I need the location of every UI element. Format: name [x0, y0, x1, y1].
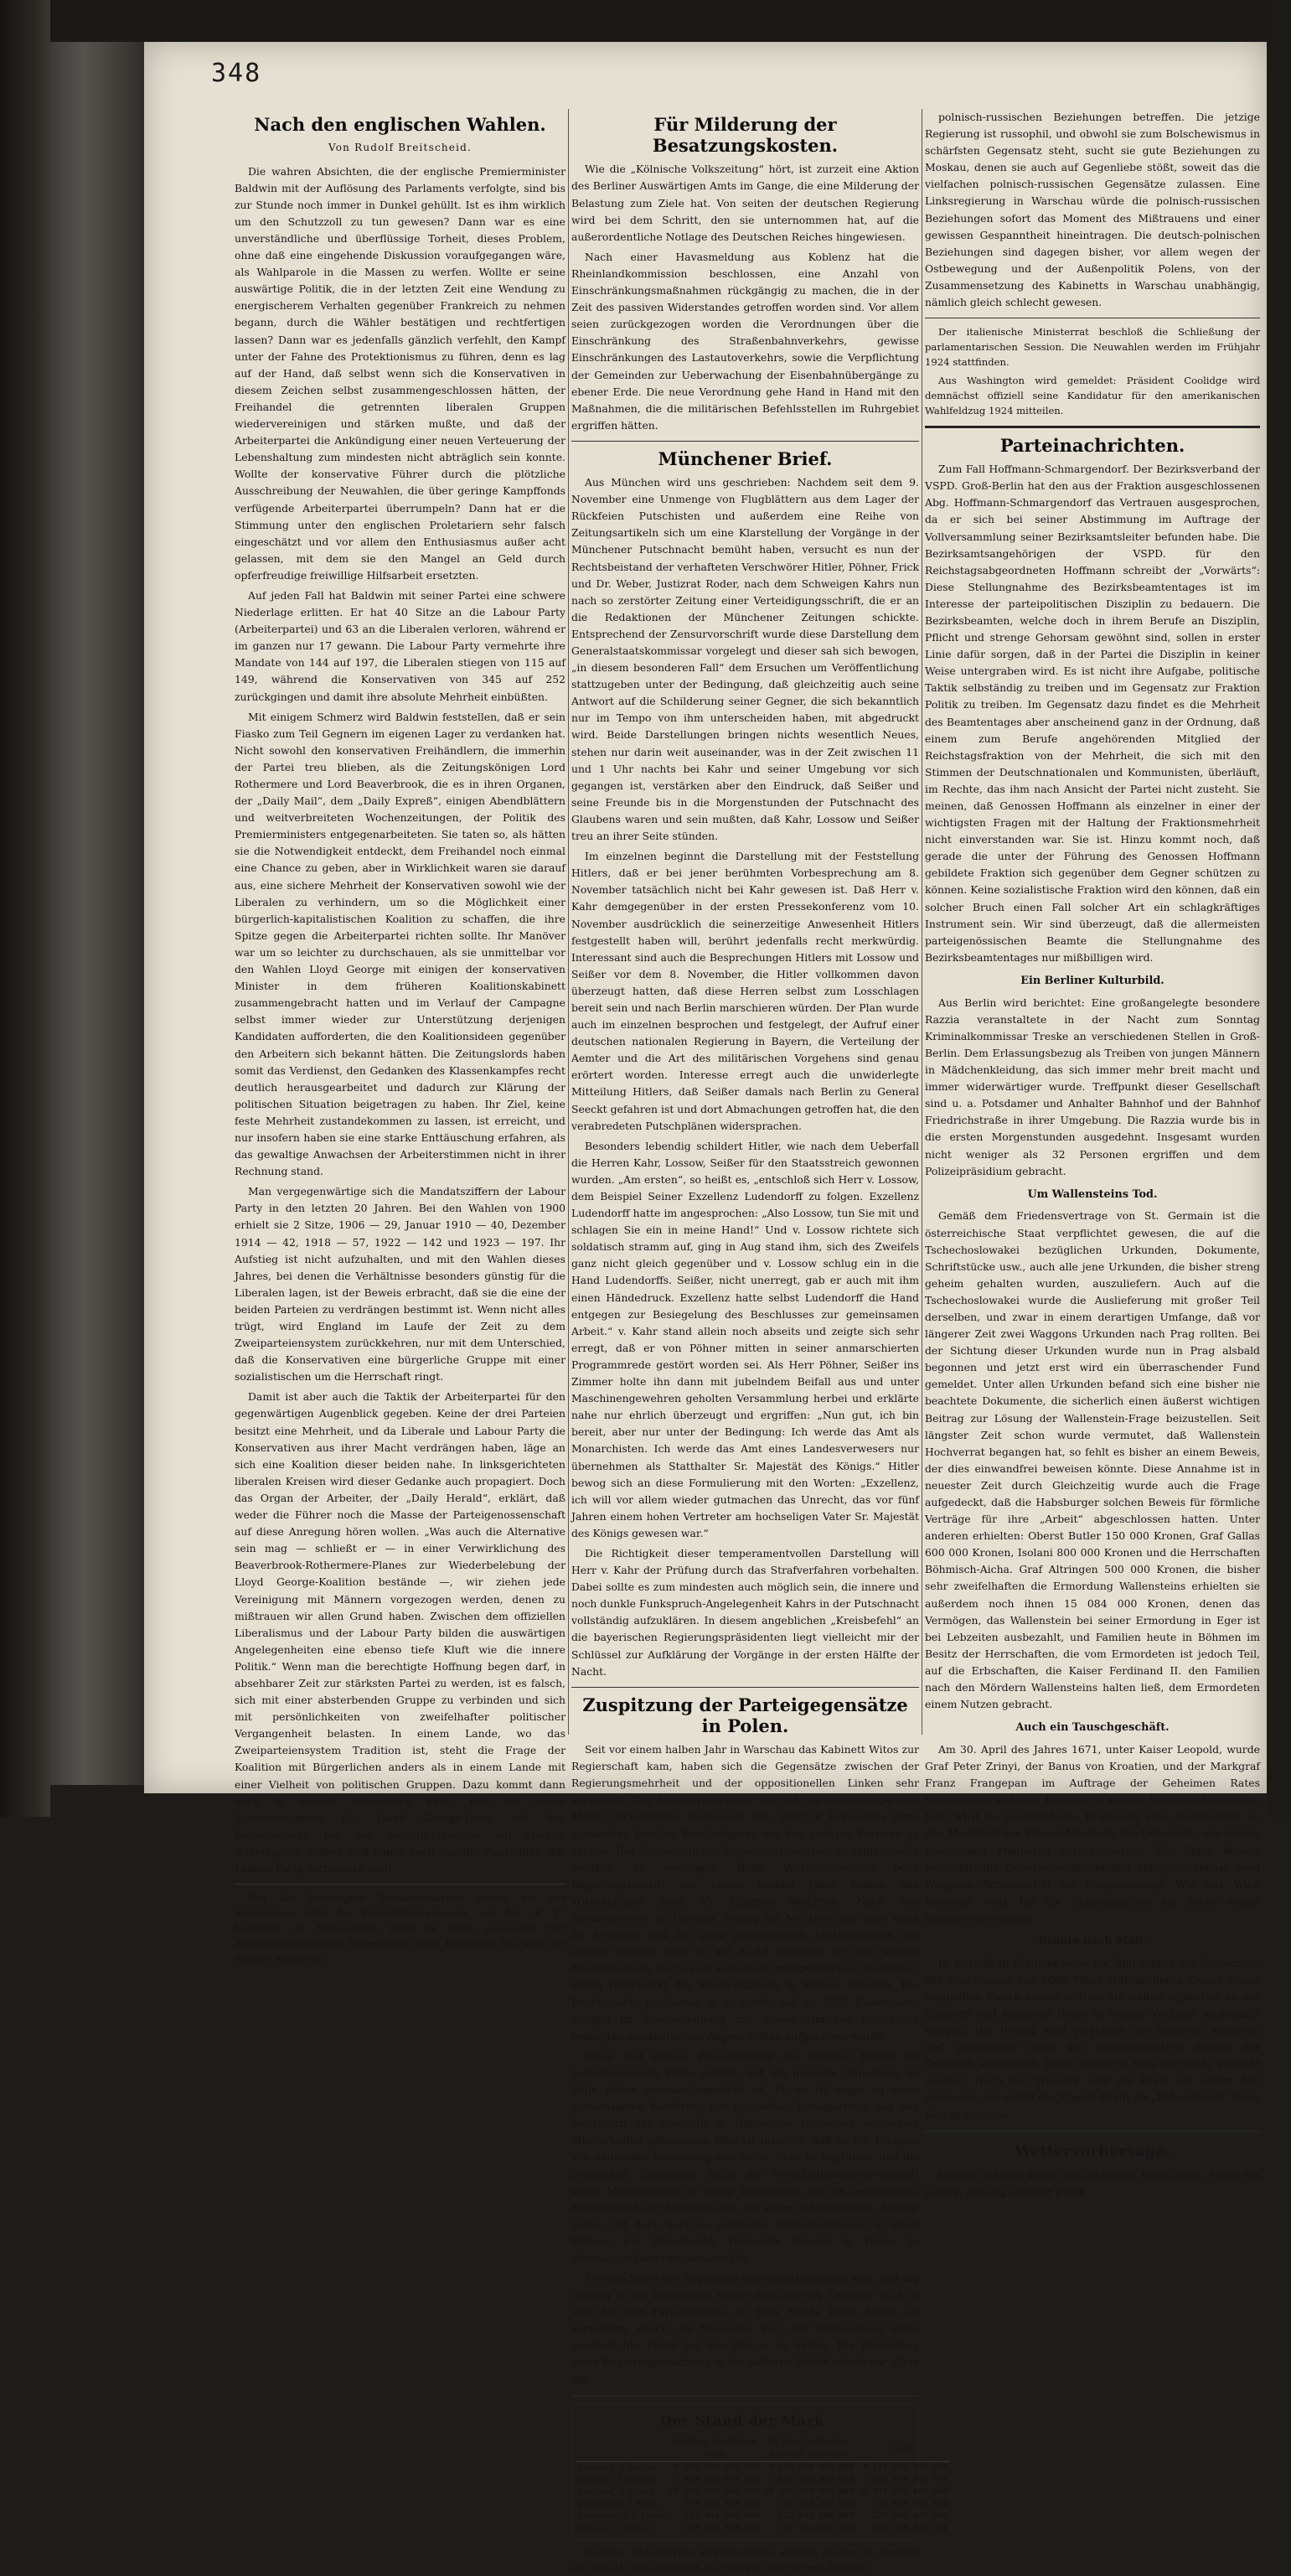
rate-value: 1 645 800 000 000 [768, 2475, 855, 2485]
notice-text: Aus Washington wird gemeldet: Präsident Coolidge wird demnächst offiziell seine Kandidatur für den amerikanischen Wahlfeldzug 1924 mitteilen. [925, 375, 1260, 416]
column-3 [925, 109, 1260, 2198]
rate-value: 223 440 000 000 [684, 2511, 761, 2522]
notice-text: Von der Vereinigten Sozialdemokratie waren bei der Abstimmung über das Ermächtigungsgesetz, wie das „B. T.“ berichtet, 26 Abgeordnete nicht im Saale anwesend. Der deutschhannoversche Abgeordnete Graf Bernstorff hat sich der Stimme enthalten. [235, 1892, 565, 1964]
rate-value: 749 870 000 000 [778, 2499, 855, 2509]
article-headline: Münchener Brief. [658, 447, 833, 469]
article-paragraph: Nach einer Havasmeldung aus Koblenz hat die Rheinlandkommission beschlossen, eine Anzahl von Einschränkungsmaßnahmen rückgängig zu machen, die in der Zeit des passiven Widerstandes getroffen worden sind. Vor allem seien zurückgezogen worden die Verordnungen über die Einschränkung des Straßenbahnverkehrs, gewisse Einschränkungen des Lastautoverkehrs, sowie die Verpflichtung der Gemeinden zur Ueberwachung der Eisenbahnübergänge zu ebener Erde. Die neue Verordnung gehe Hand in Hand mit den Maßnahmen, die die militärischen Befehlsstellen im Ruhrgebiet ergriffen hätten. [571, 250, 919, 432]
divider [571, 2395, 919, 2398]
rate-value: 18 345 750 000 000 [669, 2487, 761, 2497]
newspaper-page [144, 42, 1267, 2574]
article-paragraph: Am 30. April des Jahres 1671, unter Kaiser Leopold, wurde Graf Peter Zrinyi, der Banus von Kroatien, und der Markgraf Franz Frangepan im Auftrage der Geheimen Rates hingerichtet und ihre Leichen in Wiener Neustadt beigesetzt. Jetzt wird sie jugoslawische Regierung eine Auslieferung an den Magistrat von Wiener Neustadt, die Ueberreste der beiden kroatischen Magnaten zurückzuliefern. Die Stadt Wiener Neustadt, die Ueberreste der beiden Märtyrer, ebenso zwei Waggons Schweinefett als Gegenleistung. Wie aus Wien berichtet wird, hat die Stadtmagistrat die Sache einem Studium unterzogen. [925, 1742, 1260, 1924]
subheading: Ein Berliner Kulturbild. [1020, 974, 1164, 987]
column-header [576, 2435, 668, 2462]
table-row [576, 2461, 950, 2474]
notice-text: Der italienische Ministerrat beschloß die Schließung der parlamentarischen Session. Die Neuwahlen werden im Frühjahr 1924 stattfinden. [925, 326, 1260, 369]
weather-text: Morgen mäßige Winde aus südlichen Richtungen, heiter bis wolkig, nebelig, leichter Frost. [925, 2168, 1260, 2198]
table-row [576, 2498, 950, 2511]
rate-value: 1 624 068 000 000 [674, 2475, 761, 2485]
currency-label: Frankreich, 1 Franc [577, 2511, 666, 2522]
article-headline: Zuspitzung der Parteigegensätze in Polen. [582, 1694, 908, 1736]
divider [235, 1884, 565, 1885]
column-header: 10. Dez. Amtlicher Kurs [668, 2435, 762, 2462]
table-row [576, 2474, 950, 2486]
currency-label: Holland, 1 Gulden [577, 2475, 658, 2485]
table-header-row [576, 2435, 950, 2462]
article-paragraph: Man vergegenwärtige sich die Mandatsziffern der Labour Party in den letzten 20 Jahren. Bei den Wahlen von 1900 erhielt sie 2 Sitze, 1906 — 29, Januar 1910 — 40, Dezember 1914 — 42, 1918 — 57, 1922 — 142 und 1923 — 197. Ihr Aufstieg ist nicht aufzuhalten, und mit den Wahlen dieses Jahres, bei denen die Verhältnisse besonders günstig für die Liberalen lagen, ist der Beweis erbracht, daß sie die eine der beiden Parteien zu verdrängen bestimmt ist. Wenn nicht alles trügt, wird England im Laufe der Zeit zu dem Zweiparteiensystem zurückkehren, nur mit dem Unterschied, daß die Konservativen eine bürgerliche Gruppe mit einer sozialistischen um die Herrschaft ringt. [235, 1185, 565, 1384]
rate-value: 749 870 000 000 [684, 2499, 761, 2509]
divider [925, 2130, 1260, 2133]
column-1 [235, 109, 565, 1964]
currency-label: Dänemark, 1 Kron. [577, 2499, 662, 2510]
rate-value: 4 210 500 000 000 [862, 2462, 948, 2472]
divider [571, 1687, 919, 1688]
article-paragraph: Zum Fall Hoffmann-Schmargendorf. Der Bezirksverband der VSPD. Groß-Berlin hat den aus der Fraktion ausgeschlossenen Abg. Hoffmann-Schmargendorf das Vertrauen ausgesprochen, da er sich bei seiner Abstimmung im Auftrage der Vollversammlung seiner Bezirksamtsleiter befunden habe. Die Bezirksamtsangehörigen der VSPD. für den Reichstagsabgeordneten Hoffmann schreibt der „Vorwärts“: Diese Stellungnahme des Bezirksbeamtentages ist im Interesse der parteipolitischen Disziplin zu bedauern. Die Bezirksbeamten, welche doch in ihrem Berufe an Disziplin, Pflicht und strenge Gehorsam gewöhnt sind, sollen in erster Linie dafür sorgen, daß in der Partei die Disziplin in keiner Weise untergraben wird. Es ist nicht ihre Aufgabe, politische Taktik selbständig zu treiben und im Gegensatz zur Fraktion Politik zu treiben. Im Gegensatz dazu findet es die Mehrheit des Beamtentages aber anscheinend ganz in der Ordnung, daß einem zum Berufe angehörenden Mitglied der Reichstagsfraktion von der Mehrheit, die sich mit den Stimmen der Deutschnationalen und Kommunisten, überläuft, im Rechte, das ihm nach Ansicht der Partei nicht zusteht. Sie meinen, daß Genossen Hoffmann als einzelner in einer der wichtigsten Fragen mit der Haltung der Fraktionsmehrheit nicht einverstanden war. Sie ist. Hinzu kommt noch, daß gerade die unter der Führung des Genossen Hoffmann gebildete Fraktion sich gegenüber dem Gegner schützen zu können. Keine sozialistische Fraktion wird den können, daß ein solcher Bruch einen Fall solcher Art ein schlagkräftiges Instrument sein. Wir sind überzeugt, daß die allermeisten parteigenössischen Beamte die Stellungnahme des Bezirksbeamtentages nur mißbilligen wird. [925, 463, 1260, 964]
subheading: Bräute nach Maß. [1038, 1934, 1147, 1948]
article-paragraph: Auf jeden Fall hat Baldwin mit seiner Partei eine schwere Niederlage erlitten. Er hat 40 Sitze an die Labour Party (Arbeiterpartei) und 63 an die Liberalen verloren, während er im ganzen nur 17 gewann. Die Labour Party vermehrte ihre Mandate von 144 auf 197, die Liberalen stiegen von 115 auf 149, während die Konservativen von 345 auf 252 zurückgingen und damit ihre absolute Mehrheit einbüßten. [235, 588, 565, 703]
subheading: Auch ein Tauschgeschäft. [1015, 1721, 1170, 1735]
article-paragraph: Die wahren Absichten, die der englische Premierminister Baldwin mit der Auflösung des Parlaments verfolgte, sind bis zur Stunde noch immer in Dunkel gehüllt. Ist es ihm wirklich um den Schutzzoll zu tun gewesen? Dann war es eine unverständliche und überflüssige Torheit, dieses Problem, ohne daß eine eingehende Diskussion voraufgegangen wäre, als Wahlparole in die Massen zu werfen. Wollte er seine auswärtige Politik, die in der letzten Zeit eine Wendung zu energischerem Verhalten gegenüber Frankreich zu nehmen begann, durch die Wähler bestätigen und rechtfertigen lassen? Dann war es jedenfalls gänzlich verfehlt, den Kampf unter der Fahne des Protektionismus zu führen, denn es lag auf der Hand, daß selbst wenn sich die Konservativen in diesem Zeichen selbst zusammengeschlossen hätten, der Freihandel die getrennten liberalen Gruppen wiedervereinigen und stärken mußte, und daß der Arbeiterpartei die Ankündigung einer neuen Verteuerung der Lebenshaltung zum mindesten nicht abträglich sein konnte. Wollte der konservative Führer durch die plötzliche Ausschreibung der Neuwahlen, die über geringe Kampffonds verfügende Arbeiterpartei überrumpeln? Dann hat er die Stimmung unter den englischen Proletariern sehr falsch eingeschätzt und vor allem den Enthusiasmus außer acht gelassen, mit dem sie den Mangel an Geld durch opferfreudige freiwillige Hilfsarbeit ersetzten. [235, 164, 565, 582]
currency-label: Amerika, 1 Dollar [577, 2462, 656, 2473]
article-headline: Für Milderung der Besatzungskosten. [652, 114, 839, 157]
divider [925, 426, 1260, 428]
article-paragraph: Diese und andere Provokationen der Rechten haben die bemerkenswerte Folge gehabt, daß die gesamte Opposition im Sejm näher aneinandergerückt ist. Ja, es ist sogar zu einer gemeinsamen Konferenz der polnischen Linksparteien mit den Vertretern der ebenfalls in Opposition stehenden nationalen Minderheiten gekommen. Dies ist insofern, daß es ein Ereignis von dauernder Bedeutung sein sollte. Sehr zu begrüßen, daß die polnischen Sozialisten nicht die Verständigungsbereitschaft vieler Minderheiten so wenig Verständnis für die berechtigten Forderungen der Minderheiten, vor allem der Deutschen, gezeigt haben. Ist doch noch so schlimme Deutschenfresser in ihren Reihen, wie Bolesławski, Wojewode Brzeski in Thorn, in ehemaliger Generalstaatsanwälte. [571, 2049, 919, 2264]
column-rule [568, 109, 569, 1735]
book-spine [50, 42, 146, 1785]
scan-frame-right [1267, 0, 1291, 1817]
article-paragraph: polnisch-russischen Beziehungen betreffen. Die jetzige Regierung ist russophil, und obwohl sie zum Bolschewismus in schärfsten Gegensatz steht, sucht sie gute Beziehungen zu Moskau, denen sie auch auf Gegenliebe stößt, soweit das die vielfachen polnisch-russischen Gegensätze zulassen. Eine Linksregierung in Warschau würde die polnisch-russischen Beziehungen sofort das Moment des Mißtrauens und einer gewissen Gespanntheit hineintragen. Die deutsch-polnischen Beziehungen sind dagegen bisher, vor allem wegen der Ostbewegung und der Außenpolitik Polens, von der Zusammensetzung des Kabinetts in Warschau unabhängig, nämlich gleich schlecht gewesen. [925, 111, 1260, 309]
rate-value: 4 210 500 000 000 [674, 2462, 761, 2472]
article-byline: Von Rudolf Breitscheid. [328, 142, 473, 154]
rate-value: 738 150 000 000 [778, 2523, 855, 2533]
article-paragraph: Die Richtigkeit dieser temperamentvollen Darstellung will Herr v. Kahr der Prüfung durch das Strafverfahren vorbehalten. Dabei sollte es zum mindesten auch möglich sein, die innere und noch dunkle Funkspruch-Angelegenheit Kahrs in der Putschnacht vollständig aufzuklären. In diesem angeblichen „Kreisbefehl“ an die bayerischen Regierungspräsidenten liegt vielleicht mir der Schlüssel zur Aufklärung der Vorgänge in der ersten Hälfte der Nacht. [571, 1546, 919, 1678]
article-headline: Nach den englischen Wahlen. [254, 114, 546, 135]
rate-value: 18 345 750 000 000 [857, 2487, 948, 2497]
article-paragraph: Gemäß dem Friedensvertrage von St. Germain ist die österreichische Staat verpflichtet gewesen, die auf die Tschechoslowakei bezüglichen Urkunden, Dokumente, Schriftstücke usw., auch alle jene Urkunden, die bisher streng geheim gehalten wurden, auszuliefern. Auch auf die Tschechoslowakei wurde die Auslieferung mit großer Teil derselben, und zwar in einem derartigen Umfange, daß vor längerer Zeit zwei Waggons Urkunden nach Prag rollten. Bei der Sichtung dieser Urkunden wurde nun in Prag alsbald begonnen und jetzt erst wird ein überraschender Fund gemeldet. Unter allen Urkunden befand sich eine bisher nie beachtete Dokumente, die sicherlich einen äußerst wichtigen Beitrag zur Lösung der Wallenstein-Frage beizustellen. Seit längster Zeit schon wurde vermutet, daß Wallenstein Hochverrat begangen hat, so fehlt es bisher an einem Beweis, der dies einwandfrei beweisen könnte. Diese Annahme ist in neuester Zeit durch Gleichzeitig wurde auch die Frage aufgedeckt, daß die Habsburger solchen Beweis für förmliche Verträge für ihre „Arbeit“ abgeschlossen hatten. Unter anderen erhielten: Oberst Butler 150 000 Kronen, Graf Gallas 600 000 Kronen, Isolani 800 000 Kronen und die Herrschaften Böhmisch-Aicha. Graf Altringen 500 000 Kronen, die bisher sehr zweifelhaften die Ermordung Wallensteins erhielten sie außerdem noch ihnen 15 084 000 Kronen, denen das Vermögen, das Wallenstein bei seiner Ermordung in Eger ist bei Lebzeiten ausbezahlt, und Familien heute in Böhmen im Besitz der Herrschaften, die vom Ermordeten ist jedoch Teil, auf die Erbschaften, die Kaiser Ferdinand II. den Familien nach den Mördern Wallensteins halten ließ, dem Ermordeten einem Nutzen gebracht. [925, 1209, 1260, 1711]
article-paragraph: Damit ist aber auch die Taktik der Arbeiterpartei für den gegenwärtigen Augenblick gegeben. Keine der drei Parteien besitzt eine Mehrheit, und da Liberale und Labour Party die Konservativen aus ihrer Macht verdrängen haben, läge an sich eine Koalition dieser beiden nahe. In linksgerichteten liberalen Kreisen wird dieser Gedanke auch propagiert. Doch das Organ der Arbeiter, der „Daily Herald“, erklärt, daß weder die Führer noch die Masse der Parteigenossenschaft auf diese Anregung hören wollen. „Was auch die Alternative sein mag — schließt er — in einer Verwirklichung des Beaverbrook-Rothermere-Planes zur Wiederbelebung der Lloyd George-Koalition bestände —, wir ziehen jede Vereinigung mit Männern vorgezogen werden, denen zu mißtrauen wir allen Grund haben. Zwischen dem offiziellen Liberalismus und der Labour Party bilden die auswärtigen Angelegenheiten eine ebenso tiefe Kluft wie die innere Politik.“ Wenn man die berechtigte Hoffnung begen darf, in absehbarer Zeit zur stärksten Partei zu werden, ist es falsch, sich mit einer absterbenden Gruppe zu verbinden und sich mit persönlichkeiten von zweifelhafter politischer Vergangenheit belasten. In einem Lande, wo das Zweiparteiensystem Tradition ist, steht die Frage der Koalition mit Bürgerlichen anders als in einem Lande mit einer Vielheit von politischen Gruppen. Dazu kommt dann noch in diesem besonderen Falle, daß ein neues Zusammengehen der Lloyd George-Leute mit den Konservativen bei den Asquith-Liberalen auf starken Widerspruch stoßen und damit auch nur die Aussichten der Labour Party verbessern wird. [235, 1390, 565, 1875]
table-row [576, 2523, 950, 2536]
rate-value: 223 440 000 000 [778, 2511, 855, 2522]
weather-headline: Wettervorhersage. [1015, 2142, 1170, 2160]
article-paragraph: Aus München wird uns geschrieben: Nachdem seit dem 9. November eine Unmenge von Flugblättern aus dem Lager der Rückfeien Putschisten und außerdem eine Reihe von Zeitungsartikeln sich um eine Klarstellung der Vorgänge in der Münchener Putschnacht bemüht haben, versucht es nun der Rechtsbeistand der verhafteten Verschwörer Hitler, Pöhner, Frick und Dr. Weber, Justizrat Roder, nach dem Schweigen Kahrs nun nach so zerstörter Zeitung einer Verteidigungsschrift, die er an die Redaktionen der Münchener Zeitungen schickte. Entsprechend der Zensurvorschrift wurde diese Darstellung dem Generalstaatskommissar vorgelegt und dieser sah sich bewogen, „in diesem besonderen Fall“ dem Ersuchen um Veröffentlichung stattzugeben unter der Bedingung, daß gleichzeitig auch seine Antwort auf die Schilderung seiner Gegner, die sich bekanntlich nur im Tempo von ihm unterscheiden haben, mit abgedruckt wird. Beide Darstellungen bringen nichts wesentlich Neues, stehen nur darin weit auseinander, was in der Zeit zwischen 11 und 1 Uhr nachts bei Kahr und seiner Umgebung vor sich gegangen ist, verstärken aber den Eindruck, daß Seißer und seine Freunde bis in die Morgenstunden der Putschnacht des Glaubens waren und sein mußten, daß Kahr, Lossow und Seißer treu an ihrer Seite stünden. [571, 476, 919, 843]
page-number: 348 [211, 59, 262, 88]
market-note: Notizen. Oldenburger Roggenpapiere wurden gestern in Bremen mit 16—21 000 gehandelt, Roggen per Zentner mit 2 Dollar. [571, 2547, 919, 2574]
article-paragraph: Für den Sturz der Regierung wurde entscheidend sein, daß die Gärung in der Witospartei weiter fortschreitet. Offenbar wird es jetzt bei den Parteiführern, an ihrer Spitze Witos selbst, zu versuchen, durch die Sezession von der Vorbereitung einer geschwächte Partei bei der Stange zu halten. Die Bedeutung eines Regierungswechsels in der äußeren Politik würde vor allem die [571, 2272, 919, 2386]
table-row [576, 2486, 950, 2499]
column-header: 7. Dez. [855, 2435, 949, 2462]
article-paragraph: In Norfolk in England lebte vor 300 Jahren ein Schlachter, der eine Summe von 1000 Pfund stiftete, deren Zinsen einem originellen Zweck dienen sollten: Sie sollten alljährlich an der jüngsten und kleinsten Braut in seinem Wohnort ausbezahlt werden. Der Betrag wird alljährlich der jüngsten, kleinsten und gleichzeitig auch die Heiratsfähigsten Bräute der Ortschaft ausbezahlt. Diese originelle Sitte ist bisher bekannt worden. Nach der Trauung wird die Braut mit einem Zoll gemessen und erhält die jüngste Braut als „Rekordbraut“ ihren Betrag erhalten. [925, 1956, 1260, 2121]
rate-value: 738 150 000 000 [684, 2523, 761, 2533]
scan-frame-left [0, 0, 50, 1817]
article-paragraph: Im einzelnen beginnt die Darstellung mit der Feststellung Hitlers, daß er bei jener berühmten Vorbesprechung am 8. November tatsächlich nicht bei Kahr gewesen ist. Daß Herr v. Kahr demgegenüber in der ersten Pressekonferenz vom 10. November ausdrücklich die seinerzeitige Anwesenheit Hitlers festgestellt haben will, berührt jedenfalls recht merkwürdig. Interessant sind auch die Besprechungen Hitlers mit Lossow und Seißer vor dem 8. November, die Hitler vollkommen davon überzeugt hatten, daß diese Herren selbst zum Losschlagen bereit sein und nach Berlin marschieren würden. Der Plan wurde auch im einzelnen besprochen und festgelegt, der Aufruf einer deutschen nationalen Regierung in Bayern, die Verteilung der Aemter und die Art des militärischen Vorgehens sind genau erörtert worden. Interesse erregt auch die unwiderlegte Mitteilung Hitlers, daß Seißer damals nach Berlin zu General Seeckt gefahren ist und dort Abmachungen getroffen hat, die den verabredeten Putschplänen widersprachen. [571, 850, 919, 1132]
rate-value: 228 960 000 000 [872, 2511, 948, 2522]
divider [571, 441, 919, 442]
currency-label: England, 1 Pfund [577, 2486, 654, 2497]
subheading: Um Wallensteins Tod. [1027, 1187, 1158, 1201]
scan-frame-top [50, 0, 1291, 42]
rate-value: 1 620 000 000 000 [862, 2475, 948, 2485]
rate-value: 729 760 000 000 [872, 2523, 948, 2533]
currency-label: Schweiz, 1 Franc [577, 2523, 653, 2534]
column-2 [571, 109, 948, 2574]
rate-value: 18 345 750 000 000 [763, 2487, 855, 2497]
table-row [576, 2511, 950, 2523]
article-paragraph: Seit vor einem halben Jahr in Warschau das Kabinett Witos zur Regierschaft kam, haben sich die Gegensätze zwischen der Regierungsmehrheit und der oppositionellen Linken sehr verschärft. Der Hauptgrund dafür ist, daß die Witosgruppe ihre Macht rücksichtslos ausgenutzt hat, statt in Erkenntnis ihrer schwachen Position Verständigung mit den anderen Parteien zu suchen. Das Abbröckeln der Regierungsmehrheit ist zahlenmäßig deutlich zu verfolgen. Beim Vertrauensvotum beim Regierungsantritt vor einem halben Jahre bekam das Witoskabinett noch 55 Stimmen Mehrheit. Nach den Sommerferien, im Oktober, betrug die Mehrheit nur noch etwa 20 Stimmen und bei ganz gewöhnlichen Abstimmungen der letzten Wochen sank sie auf 8—10 Stimmen. Bei den letzten Abstimmungen kam es zu schweren innerpolitischen Konflikten, deren Höhepunkt die Straßenkämpfe in Krakau bildeten. Die Rechte sieht es hierbei u. a. durch, daß es 3000 Einwohnern einigen im Zusammenhang mit diesen Unruhen gerichtlich belangten sozialistischen Abgeordneten aufgehoben wurde. [571, 1743, 919, 2042]
rate-value: 4 210 500 000 000 [768, 2462, 855, 2472]
exchange-rate-title: Der Stand der Mark. [659, 2412, 831, 2429]
article-paragraph: Besonders lebendig schildert Hitler, wie nach dem Ueberfall die Herren Kahr, Lossow, Seißer für den Staatsstreich gewonnen wurden. „Am ersten“, so heißt es, „entschloß sich Herr v. Lossow, dem Beispiel Seiner Exzellenz Ludendorff zu folgen. Exzellenz Ludendorff hatte im angesprochen: „Also Lossow, tun Sie mit und schlagen Sie ein in meine Hand!“ Und v. Lossow richtete sich soldatisch stramm auf, ging in Aug stand ihm, sich des Zweifels ganz nicht gleich gegenüber und v. Lossow schlug ein in die Hand Ludendorffs. Seißer, nicht unerregt, gab er auch mit ihm einen Händedruck. Exzellenz hatte selbst Ludendorff die Hand entgegen zur Besiegelung des Beschlusses zur gemeinsamen Arbeit.“ v. Kahr stand allein noch abseits und zeigte sich sehr erregt, daß er von Pöhner mitten in seiner anmarschierten Programmrede gestört worden sei. Als Herr Pöhner, Seißer ins Zimmer holte ihn dann mit jubelndem Beifall aus und unter Maschinengewehren geholten Versammlung herbei und erklärte nahe nur ehrlich überzeugt und ergriffen: „Nun gut, ich bin bereit, aber nur unter der Bedingung: Ich werde das Amt als Monarchisten. Ich werde das Amt eines Landesverwesers nur übernehmen als Statthalter Sr. Majestät des Königs.“ Hitler bewog sich an diese Formulierung mit den Worten: „Exzellenz, ich will vor allem wieder gutmachen das Unrecht, das vor fünf Jahren einem hohen Vertreter am hochseligen Vater Sr. Majestät des Königs gewesen war.“ [571, 1139, 919, 1539]
column-header: 8. Dez. Amtlicher Berliner Briefkurs [762, 2435, 855, 2462]
exchange-rate-table [576, 2435, 950, 2536]
article-paragraph: Wie die „Kölnische Volkszeitung“ hört, ist zurzeit eine Aktion des Berliner Auswärtigen Amts im Gange, die eine Milderung der Belastung zum Ziele hat. Von seiten der deutschen Regierung wird bei dem Schritt, den sie unternommen hat, auf die außerordentliche Notlage des Deutschen Reiches hingewiesen. [571, 163, 919, 243]
article-paragraph: Aus Berlin wird berichtet: Eine großangelegte besondere Razzia veranstaltete in der Nacht zum Sonntag Kriminalkommissar Treske an verschiedenen Stellen in Groß-Berlin. Dem Erlassungsbezug als Treiben von jungen Männern in Mädchenkleidung, das sich immer mehr breit macht und immer widerwärtiger wurde. Treffpunkt dieser Gesellschaft sind u. a. Potsdamer und Anhalter Bahnhof und der Bahnhof Friedrichstraße in ihrer Umgebung. Die Razzia wurde bis in die ersten Morgenstunden ausgedehnt. Insgesamt wurden nicht weniger als 32 Personen ergriffen und dem Polizeipräsidium gebracht. [925, 996, 1260, 1177]
section-headline: Parteinachrichten. [999, 434, 1185, 456]
exchange-rate-box [571, 2404, 948, 2541]
article-paragraph: Mit einigem Schmerz wird Baldwin feststellen, daß er sein Fiasko zum Teil Gegnern im eigenen Lager zu verdanken hat. Nicht sowohl den konservativen Freihändlern, die immerhin der Partei treu blieben, als die Zeitungskönigen Lord Rothermere und Lord Beaverbrook, die es in ihren Organen, der „Daily Mail“, dem „Daily Expreß“, einigen Abendblättern und weitverbreiteten Wochenzeitungen, der Politik des Premierministers entgegenarbeiteten. Sie taten so, als hätten sie die Notwendigkeit entdeckt, dem Freihandel noch einmal eine Chance zu geben, aber in Wirklichkeit waren sie darauf aus, eine sichere Mehrheit der Konservativen sowohl wie der Liberalen zu verhindern, um so die Möglichkeit einer bürgerlich-kapitalistischen Koalition zu schaffen, die ihre Spitze gegen die Arbeiterpartei richten sollte. Ihr Manöver war um so leichter zu durchschauen, als sie unmittelbar vor den Wahlen Lloyd George mit einigen der konservativen Minister in dem früheren Koalitionskabinett zusammengebracht hatten und im Verlauf der Campagne selbst immer wieder zur Unterstützung derjenigen Kandidaten aufforderten, die den Koalitionsideen gegenüber den Arbeitern sich bekannt hätten. Die Zeitungslords haben somit das Verdienst, den Gedanken des Klassenkampfes recht deutlich herausgearbeitet und dadurch zur Klärung der politischen Situation beigetragen zu haben. Ihr Ziel, keine feste Mehrheit zustandekommen zu lassen, ist erreicht, und nur insofern haben sie eine starke Enttäuschung erfahren, als das gewaltige Anwachsen der Arbeiterstimmen nicht in ihrer Rechnung stand. [235, 710, 565, 1178]
rate-value: 751 875 000 000 [872, 2499, 948, 2509]
